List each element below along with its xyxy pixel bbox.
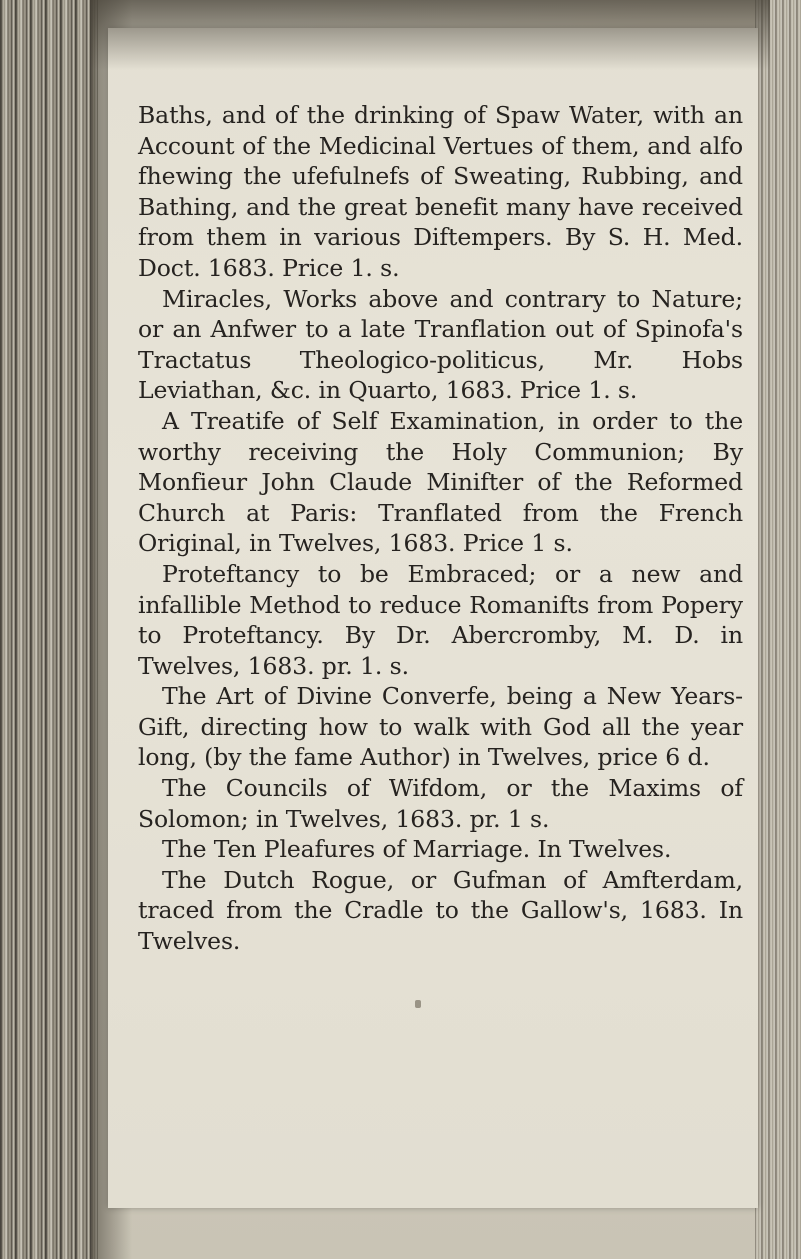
entry-divine-converse: The Art of Divine Converfe, being a New Years-Gift, directing how to walk with God all the year long, (by the fame Author) in Twelves, price 6 d. xyxy=(138,682,743,772)
top-shadow xyxy=(90,0,770,70)
entry-dutch-rogue: The Dutch Rogue, or Gufman of Amfterdam, traced from the Cradle to the Gallow's, 1683. In Twelves. xyxy=(138,865,743,956)
entry-miracles: Miracles, Works above and contrary to Nature; or an Anfwer to a late Tranflation out of Spinofa's Tractatus Theologico-politicus, Mr. Hobs Leviathan, &c. in Quarto, 1683. Price 1. s. xyxy=(138,284,743,405)
entry-ten-pleasures: The Ten Pleafures of Marriage. In Twelves. xyxy=(162,835,672,864)
page-stack-edge-right xyxy=(755,0,801,1259)
entry-councils-of-wisdom: The Councils of Wifdom, or the Maxims of Solomon; in Twelves, 1683. pr. 1 s. xyxy=(138,774,743,833)
page-stack-edge-left xyxy=(0,0,98,1259)
entry-protestancy: Proteftancy to be Embraced; or a new and infallible Method to reduce Romanifts from Popery to Proteftancy. By Dr. Abercromby, M. D. in Twelves, 1683. pr. 1. s. xyxy=(138,559,743,680)
entry-self-examination: A Treatife of Self Examination, in order to the worthy receiving the Holy Communion; By Monfieur John Claude Minifter of the Reformed Church at Paris: Tranflated from the French Original, in Twelves, 1683. Price 1 s. xyxy=(138,406,743,558)
ink-speck xyxy=(415,1000,421,1008)
book-advertisement-list xyxy=(138,100,743,957)
entry-baths: Baths, and of the drinking of Spaw Water, with an Account of the Medicinal Vertues of them, and alfo fhewing the ufefulnefs of Sweating, Rubbing, and Bathing, and the great benefit many have received from them in various Diftempers. By S. H. Med. Doct. 1683. Price 1. s. xyxy=(138,101,743,282)
